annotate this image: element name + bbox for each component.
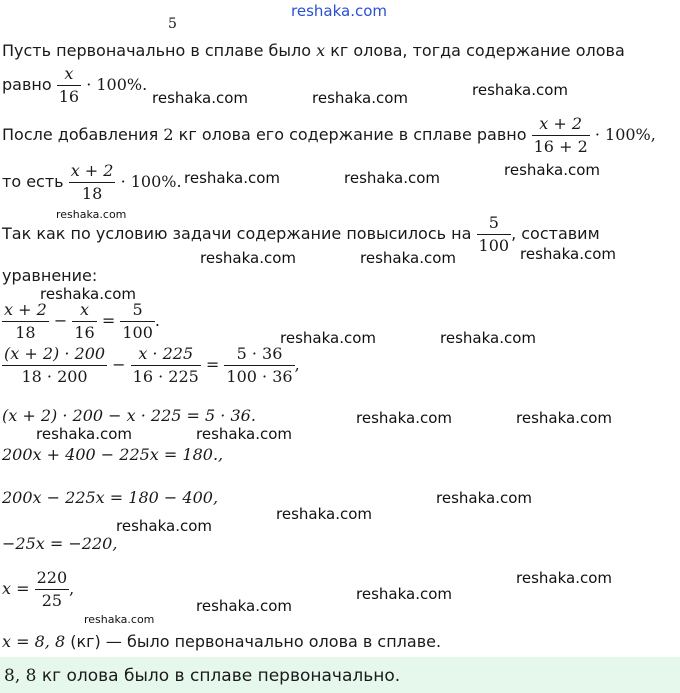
p3-text-after: , составим: [511, 224, 600, 243]
eq7-lhs: x =: [2, 579, 30, 598]
watermark: reshaka.com: [356, 409, 452, 427]
eq2-a-num: (x + 2) · 200: [4, 344, 106, 363]
eq1-a-num: x + 2: [4, 300, 47, 319]
eq2-b-den: 16 · 225: [132, 367, 199, 386]
p1-frac-num: x: [64, 64, 74, 83]
watermark: reshaka.com: [184, 169, 280, 187]
p1-var-x: x: [316, 41, 326, 60]
p2-frac2-num: x + 2: [70, 161, 114, 180]
eq2-frac-b: [131, 344, 201, 387]
p2-text-before: После добавления: [2, 125, 159, 144]
p2-percent-1: · 100%,: [594, 125, 656, 144]
eq2-c-num: 5 · 36: [236, 344, 283, 363]
watermark: reshaka.com: [516, 569, 612, 587]
eq1-c-den: 100: [122, 323, 153, 342]
paragraph-2-line-2: [2, 161, 182, 204]
watermark: reshaka.com: [40, 285, 136, 303]
p3-fraction: [477, 213, 512, 256]
page-number: 5: [168, 16, 177, 32]
p1-text-after: кг олова, тогда содержание олова: [330, 41, 625, 60]
paragraph-1-line-2: [2, 64, 147, 107]
watermark: reshaka.com: [36, 425, 132, 443]
watermark: reshaka.com: [280, 329, 376, 347]
watermark: reshaka.com: [344, 169, 440, 187]
watermark: reshaka.com: [276, 505, 372, 523]
p1-frac-den: 16: [58, 87, 80, 106]
watermark-top: reshaka.com: [291, 2, 387, 20]
answer-math: 8, 8: [4, 666, 37, 686]
watermark: reshaka.com: [440, 329, 536, 347]
p2-line2-text: то есть: [2, 172, 64, 191]
eq2-a-den: 18 · 200: [21, 367, 88, 386]
p2-two: 2: [163, 125, 174, 144]
watermark: reshaka.com: [116, 517, 212, 535]
eq8-math: x = 8, 8: [2, 632, 66, 651]
watermark: reshaka.com: [196, 425, 292, 443]
paragraph-2-line-1: [2, 114, 656, 157]
p2-percent-2: · 100%.: [120, 172, 182, 191]
eq1-a-den: 18: [15, 323, 36, 342]
p2-frac1-den: 16 + 2: [533, 137, 588, 156]
p3-text-before: Так как по условию задачи содержание повысилось на: [2, 224, 472, 243]
p2-frac2-den: 18: [81, 184, 103, 203]
p1-percent: · 100%.: [86, 75, 148, 94]
watermark: reshaka.com: [200, 249, 296, 267]
eq2-frac-a: [2, 344, 107, 387]
p2-fraction-1: [532, 114, 590, 157]
p2-text-after: кг олова его содержание в сплаве равно: [178, 125, 527, 144]
equation-7: [2, 568, 74, 611]
equation-3: (x + 2) · 200 − x · 225 = 5 · 36.: [2, 406, 256, 425]
watermark: reshaka.com: [504, 161, 600, 179]
eq1-b-den: 16: [74, 323, 95, 342]
eq1-minus: −: [53, 311, 68, 330]
eq2-frac-c: [224, 344, 294, 387]
eq1-frac-a: [2, 300, 49, 343]
eq1-end: .: [154, 311, 160, 330]
eq1-c-num: 5: [132, 300, 143, 319]
eq7-end: ,: [69, 579, 75, 598]
eq2-equals: =: [205, 355, 220, 374]
equation-4: 200x + 400 − 225x = 180.,: [2, 445, 224, 464]
watermark: reshaka.com: [360, 249, 456, 267]
eq1-b-num: x: [80, 300, 90, 319]
equation-5: 200x − 225x = 180 − 400,: [2, 488, 219, 507]
p3-frac-den: 100: [478, 236, 510, 255]
p1-fraction: [57, 64, 81, 107]
equation-2: [2, 344, 300, 387]
watermark: reshaka.com: [312, 89, 408, 107]
p2-fraction-2: [69, 161, 116, 204]
eq2-c-den: 100 · 36: [226, 367, 293, 386]
watermark: reshaka.com: [516, 409, 612, 427]
eq1-frac-c: [120, 300, 155, 343]
watermark: reshaka.com: [196, 597, 292, 615]
eq1-equals: =: [101, 311, 116, 330]
watermark: reshaka.com: [520, 245, 616, 263]
eq7-num: 220: [36, 568, 68, 587]
eq1-frac-b: [72, 300, 96, 343]
eq2-end: ,: [294, 355, 300, 374]
watermark: reshaka.com: [152, 89, 248, 107]
watermark: reshaka.com: [56, 208, 127, 221]
watermark: reshaka.com: [472, 81, 568, 99]
watermark: reshaka.com: [436, 489, 532, 507]
watermark: reshaka.com: [356, 585, 452, 603]
eq8-text: (кг) — было первоначально олова в сплаве.: [70, 632, 442, 651]
watermark: reshaka.com: [84, 613, 155, 626]
paragraph-3-line-2: уравнение:: [2, 266, 98, 285]
eq7-fraction: [35, 568, 70, 611]
p1-text-before: Пусть первоначально в сплаве было: [2, 41, 312, 60]
paragraph-1-line-1: [2, 41, 625, 60]
p3-frac-num: 5: [488, 213, 499, 232]
p2-frac1-num: x + 2: [539, 114, 583, 133]
eq2-b-num: x · 225: [138, 344, 194, 363]
eq2-minus: −: [112, 355, 126, 374]
answer-label: кг олова было в сплаве первоначально.: [41, 666, 401, 686]
equation-1: [2, 300, 160, 343]
p1-line2-text: равно: [2, 75, 52, 94]
answer-text: [4, 666, 400, 686]
equation-8: [2, 632, 441, 651]
eq7-den: 25: [41, 591, 63, 610]
equation-6: −25x = −220,: [2, 534, 118, 553]
